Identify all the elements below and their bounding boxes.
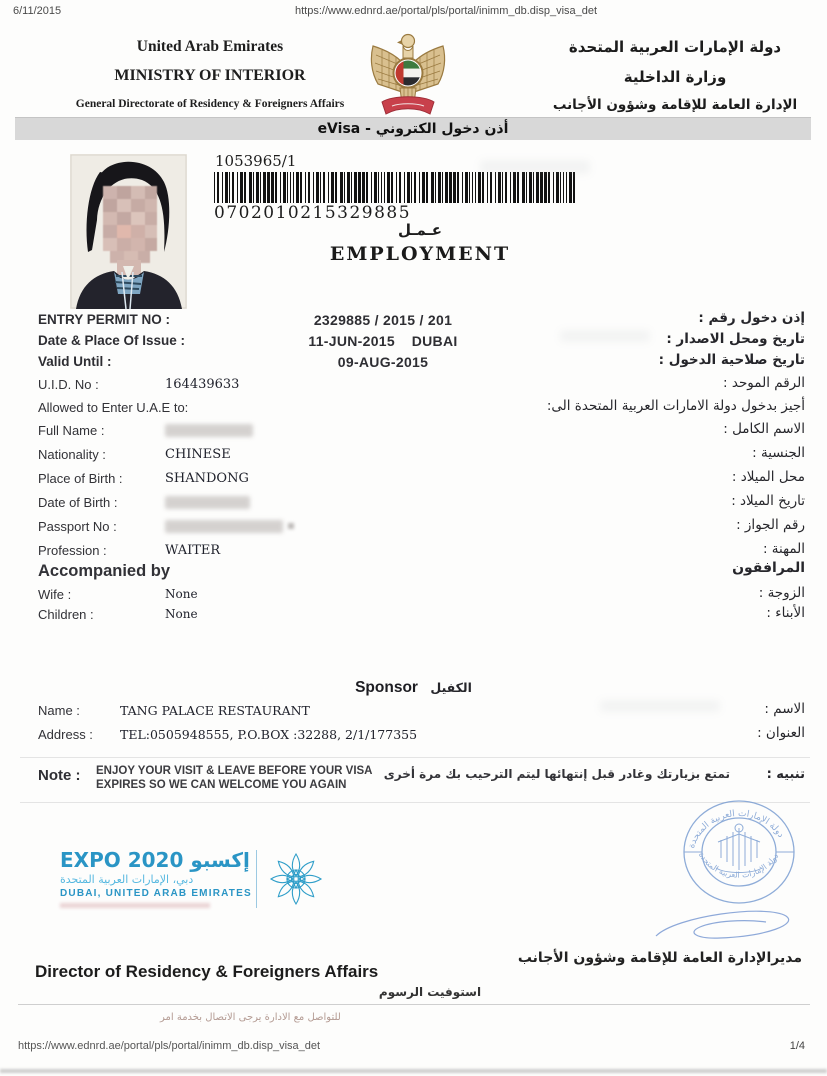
field-value: None xyxy=(165,607,198,621)
field-value: TEL:0505948555, P.O.BOX :32288, 2/1/177355 xyxy=(120,727,418,742)
field-value: CHINESE xyxy=(165,447,231,462)
official-round-stamp xyxy=(666,798,811,915)
field-label-en: Address : xyxy=(38,727,93,742)
uae-falcon-emblem-icon xyxy=(366,30,450,118)
footer-url: https://www.ednrd.ae/portal/pls/portal/inimm_db.disp_visa_det xyxy=(18,1040,321,1052)
field-label-ar: أجيز بدخول دولة الامارات العربية المتحدة الى: xyxy=(546,398,805,414)
expo-logo-line1: EXPO 2020 إكسبو xyxy=(60,848,250,872)
note-text-en-line2: EXPIRES SO WE CAN WELCOME YOU AGAIN xyxy=(96,778,347,791)
field-value: 09-AUG-2015 xyxy=(337,354,429,370)
sponsor-row-address xyxy=(38,727,805,746)
field-label-en: Nationality : xyxy=(38,447,106,462)
field-row-date-place-of-issue xyxy=(38,333,805,352)
fees-collected-ar: استوفيت الرسوم xyxy=(378,985,482,999)
redaction-smudge xyxy=(288,523,294,529)
field-label-ar: تاريخ ومحل الاصدار : xyxy=(666,331,805,347)
field-label-ar: تاريخ صلاحية الدخول : xyxy=(658,352,805,368)
field-label-en: Full Name : xyxy=(38,423,105,438)
file-number: 1053965/1 xyxy=(215,152,297,170)
print-url: https://www.ednrd.ae/portal/pls/portal/inimm_db.disp_visa_det xyxy=(295,5,598,17)
field-row-entry-permit-no xyxy=(38,312,805,331)
field-label-en: Place of Birth : xyxy=(38,471,123,486)
expo-2020-logo xyxy=(60,848,252,908)
signature-scribble xyxy=(648,900,803,950)
scan-artifact xyxy=(560,330,650,342)
redacted-value xyxy=(165,520,283,533)
scan-bottom-edge xyxy=(0,1069,827,1073)
field-label-ar: رقم الجواز : xyxy=(736,517,805,533)
field-label-en: Date of Birth : xyxy=(38,495,118,510)
field-row-passport-no xyxy=(38,519,805,538)
field-value: 2329885 / 2015 / 201 xyxy=(313,312,453,328)
sponsor-title-en: Sponsor xyxy=(355,679,418,696)
footer-page-number: 1/4 xyxy=(789,1040,805,1052)
field-label-en: U.I.D. No : xyxy=(38,377,99,392)
field-value: TANG PALACE RESTAURANT xyxy=(120,703,310,718)
barcode-number: 0702010215329885 xyxy=(214,203,412,223)
note-label-en: Note : xyxy=(38,767,81,784)
field-label-ar: الاسم الكامل : xyxy=(723,421,805,437)
letterhead-ar-ministry: وزارة الداخلية xyxy=(623,68,727,86)
field-label-ar: إذن دخول رقم : xyxy=(698,310,805,326)
note-text-en-line1: ENJOY YOUR VISIT & LEAVE BEFORE YOUR VISA xyxy=(96,765,373,777)
contact-note-ar: للتواصل مع الادارة يرجى الاتصال بخدمة امر xyxy=(160,1012,341,1023)
field-value: 164439633 xyxy=(165,377,240,392)
field-row-children xyxy=(38,607,805,626)
scan-artifact xyxy=(600,700,720,712)
redacted-value xyxy=(165,424,253,437)
field-label-en: Valid Until : xyxy=(38,354,112,369)
field-row-uid-no xyxy=(38,377,805,396)
uae-falcon-emblem xyxy=(366,30,450,123)
field-label-ar: الأبناء : xyxy=(766,605,805,621)
field-label-ar: الرقم الموحد : xyxy=(723,375,805,391)
letterhead-ar-country: دولة الإمارات العربية المتحدة xyxy=(568,38,782,56)
expo-logo-line3: DUBAI, UNITED ARAB EMIRATES xyxy=(60,888,252,899)
field-label-ar: العنوان : xyxy=(757,725,805,741)
field-label-ar: الجنسية : xyxy=(752,445,805,461)
applicant-photo xyxy=(70,154,187,314)
field-value: 11-JUN-2015 DUBAI xyxy=(308,333,458,349)
field-row-date-of-birth xyxy=(38,495,805,514)
field-row-valid-until xyxy=(38,354,805,373)
field-value: WAITER xyxy=(165,543,221,558)
field-label-ar: الزوجة : xyxy=(758,585,805,601)
field-row-wife xyxy=(38,587,805,606)
stamp-arc-text-bottom: دولة الإمارات العربية المتحدة xyxy=(696,850,781,880)
field-label-ar: محل الميلاد : xyxy=(731,469,805,485)
scan-artifact xyxy=(480,160,590,174)
accompanied-by-title-ar: المرافقون xyxy=(732,560,805,576)
letterhead-en-country: United Arab Emirates xyxy=(136,38,284,55)
note-row xyxy=(38,763,805,797)
sponsor-title-ar: الكفيل xyxy=(430,680,472,695)
expo-logo-faint-line xyxy=(60,903,210,908)
field-label-en: Name : xyxy=(38,703,80,718)
footer-divider xyxy=(18,1004,810,1005)
field-row-place-of-birth xyxy=(38,471,805,490)
field-value: SHANDONG xyxy=(165,471,249,486)
portrait-photo-image xyxy=(70,154,187,309)
redacted-value xyxy=(165,496,250,509)
note-label-ar: تنبيه : xyxy=(766,767,805,782)
letterhead-en-directorate: General Directorate of Residency & Foreigners Affairs xyxy=(75,98,345,110)
accompanied-by-heading xyxy=(38,562,805,584)
field-label-en: Allowed to Enter U.A.E to: xyxy=(38,400,189,415)
field-label-ar: المهنة : xyxy=(762,541,805,557)
director-title-en: Director of Residency & Foreigners Affairs xyxy=(35,962,379,981)
note-divider-top xyxy=(20,757,810,758)
stamp-arc-text-top: دولة الإمارات العربية المتحدة xyxy=(686,808,786,850)
field-label-en: ENTRY PERMIT NO : xyxy=(38,312,171,327)
field-label-ar: تاريخ الميلاد : xyxy=(731,493,805,509)
field-value: None xyxy=(165,587,198,601)
sponsor-heading xyxy=(0,679,827,697)
field-label-en: Date & Place Of Issue : xyxy=(38,333,186,348)
field-label-en: Profession : xyxy=(38,543,107,558)
field-label-ar: الاسم : xyxy=(764,701,805,717)
note-text-ar: تمتع بزيارتك وغادر قبل إنتهائها ليتم الترحيب بك مرة أخرى xyxy=(383,767,730,781)
visa-type-english: EMPLOYMENT xyxy=(329,243,511,265)
letterhead-en-ministry: MINISTRY OF INTERIOR xyxy=(114,67,306,84)
print-date: 6/11/2015 xyxy=(13,5,62,17)
accompanied-by-title-en: Accompanied by xyxy=(38,562,171,580)
expo-logo-line2: دبي، الإمارات العربية المتحدة xyxy=(60,873,194,886)
expo-logo-divider xyxy=(256,850,257,908)
field-row-full-name xyxy=(38,423,805,442)
field-row-profession xyxy=(38,543,805,562)
visa-type-arabic: عـمـل xyxy=(398,221,442,239)
field-row-nationality xyxy=(38,447,805,466)
field-row-allowed-to-enter xyxy=(38,400,805,419)
evisa-banner: أذن دخول الكتروني - eVisa xyxy=(15,117,811,140)
expo-rosette-icon xyxy=(268,851,324,912)
director-title-ar: مديرالإدارة العامة للإقامة وشؤون الأجانب xyxy=(517,950,802,966)
field-label-en: Children : xyxy=(38,607,94,622)
field-label-en: Wife : xyxy=(38,587,72,602)
letterhead-ar-directorate: الإدارة العامة للإقامة وشؤون الأجانب xyxy=(552,97,798,113)
field-label-en: Passport No : xyxy=(38,519,117,534)
barcode-bars xyxy=(214,172,578,203)
